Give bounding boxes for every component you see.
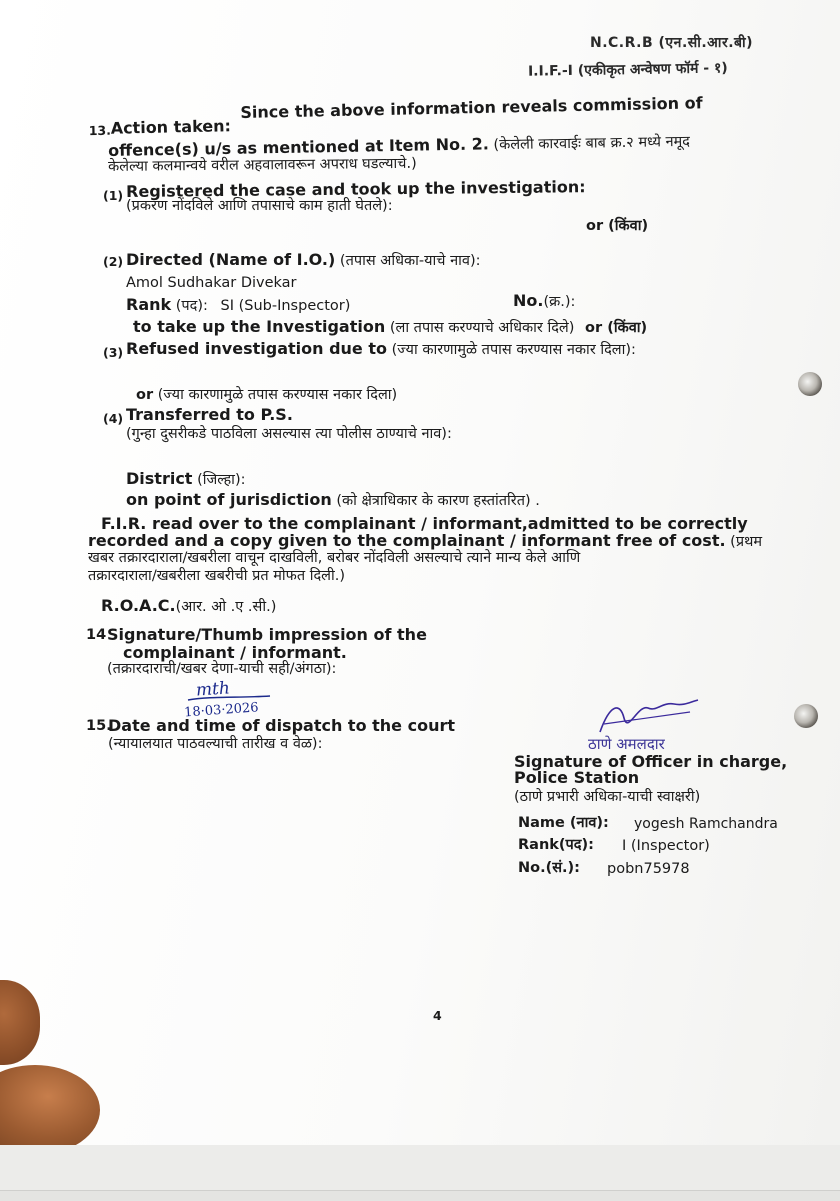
- sub4-number: (4): [103, 411, 124, 426]
- item-13-line3: केलेल्या कलमान्वये वरील अहवालावरून अपराध घडल्याचे.): [108, 155, 417, 175]
- fir-line3: खबर तक्रारदाराला/खबरीला वाचून दाखविली, बरोबर नोंदविली असल्याचे त्याने मान्य केले आणि: [88, 550, 581, 566]
- fir-line4: तक्रारदाराला/खबरीला खबरीची प्रत मोफत दिली.): [88, 568, 346, 584]
- officer-number-value: pobn75978: [607, 861, 690, 877]
- sub3-number: (3): [103, 345, 124, 360]
- district-line: District (जिल्हा):: [126, 469, 246, 488]
- item-13-line1: Since the above information reveals commission of: [240, 93, 703, 122]
- sub1-label: Registered the case and took up the investigation:: [126, 177, 586, 201]
- takeup-line: to take up the Investigation (ला तपास करण्याचे अधिकार दिले) or (किंवा): [133, 317, 648, 336]
- officer-number-label: No.(सं.):: [518, 860, 580, 876]
- signature-date: 18·03·2026: [183, 700, 260, 721]
- item-14-line1: Signature/Thumb impression of the: [107, 625, 427, 644]
- sub3-line: Refused investigation due to (ज्या कारणामुळे तपास करण्यास नकार दिला):: [126, 339, 636, 358]
- officer-stamp: ठाणे अमलदार: [588, 735, 665, 753]
- item-14-line3: (तक्रारदाराची/खबर देणा-याची सही/अंगठा):: [107, 661, 337, 677]
- punch-hole-top: [798, 372, 822, 396]
- item-14-number: 14: [86, 627, 107, 643]
- officer-name-value: yogesh Ramchandra: [634, 816, 778, 832]
- item-13-line2: offence(s) u/s as mentioned at Item No. 2. (केलेली कारवाईः बाब क्र.२ मध्ये नमूद: [108, 133, 691, 160]
- item-13-number: 13.: [88, 122, 112, 139]
- sub2-line: Directed (Name of I.O.) (तपास अधिका-याचे नाव):: [126, 250, 481, 269]
- finger-top: [0, 980, 40, 1065]
- sub2-number: (2): [103, 254, 124, 269]
- sub1-or: or (किंवा): [586, 218, 649, 234]
- item-14-line2: complainant / informant.: [123, 643, 347, 662]
- item-15-line2: (न्यायालयात पाठवल्याची तारीख व वेळ):: [108, 736, 323, 752]
- jurisdiction-line: on point of jurisdiction (को क्षेत्राधिकार के कारण हस्तांतरित) .: [126, 490, 540, 509]
- item-15-number: 15.: [86, 718, 112, 734]
- signature-text: mth: [195, 678, 231, 701]
- ncrb-header: N.C.R.B (एन.सी.आर.बी): [590, 35, 754, 51]
- sub1-number: (1): [103, 188, 124, 203]
- sub4-label: Transferred to P.S.: [126, 405, 293, 424]
- next-page-edge: [0, 1190, 840, 1201]
- rank-line: Rank (पद): SI (Sub-Inspector): [126, 295, 351, 314]
- roac-line: R.O.A.C.(आर. ओ .ए .सी.): [101, 596, 277, 615]
- number-line: No.(क्र.):: [513, 291, 576, 310]
- item-13-label: Action taken:: [110, 116, 232, 138]
- finger-bottom: [0, 1065, 100, 1145]
- punch-hole-bottom: [794, 704, 818, 728]
- fir-line1: F.I.R. read over to the complainant / informant,admitted to be correctly: [101, 514, 748, 533]
- officer-name-label: Name (नाव):: [518, 815, 609, 831]
- item-15-line1: Date and time of dispatch to the court: [108, 716, 455, 735]
- fir-line2: recorded and a copy given to the complainant / informant free of cost. (प्रथम: [88, 531, 763, 550]
- sub4-marathi: (गुन्हा दुसरीकडे पाठविला असल्यास त्या पोलीस ठाण्याचे नाव):: [126, 426, 452, 442]
- page-number: 4: [433, 1008, 442, 1023]
- sub1-marathi: (प्रकरण नोंदविले आणि तपासाचे काम हाती घेतले):: [126, 198, 393, 214]
- sub3-or-line: or (ज्या कारणामुळे तपास करण्यास नकार दिला): [136, 387, 398, 403]
- officer-signature-line2: Police Station: [514, 768, 640, 787]
- officer-signature-marathi: (ठाणे प्रभारी अधिका-याची स्वाक्षरी): [514, 789, 701, 805]
- officer-rank-value: I (Inspector): [622, 838, 710, 854]
- iif-header: I.I.F.-I (एकीकृत अन्वेषण फॉर्म - १): [527, 60, 728, 80]
- io-name: Amol Sudhakar Divekar: [126, 275, 297, 291]
- officer-signature-line1: Signature of Officer in charge,: [514, 752, 788, 771]
- officer-rank-label: Rank(पद):: [518, 837, 594, 853]
